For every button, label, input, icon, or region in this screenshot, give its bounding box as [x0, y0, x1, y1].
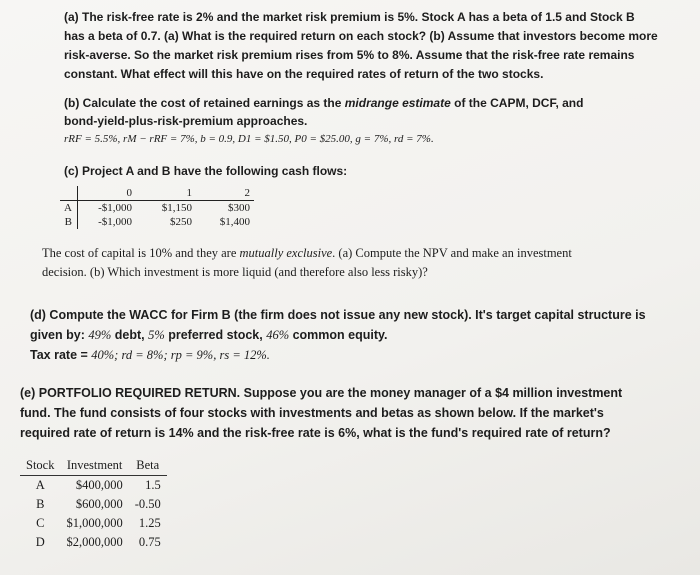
question-b-emphasis: midrange estimate — [344, 96, 451, 110]
question-e — [20, 383, 622, 443]
question-c-text-part: . (a) Compute the NPV and make an investment — [332, 246, 572, 260]
question-e-line: required rate of return is 14% and the risk-free rate is 6%, what is the fund's required rate of return? — [20, 426, 611, 440]
tax-rate-label: Tax rate = — [30, 348, 92, 362]
common-weight: 46% — [266, 328, 290, 342]
question-d-line — [30, 325, 646, 345]
preferred-weight: 5% — [148, 328, 165, 342]
cash-flow-cell: $300 — [228, 202, 250, 214]
question-d-text: common equity. — [289, 328, 388, 342]
question-b-text: of the CAPM, DCF, and — [450, 96, 584, 110]
cash-flow-cell: $1,150 — [161, 202, 192, 214]
beta-cell: 1.25 — [138, 516, 161, 530]
question-c-title: (c) Project A and B have the following cash flows: — [64, 164, 348, 178]
cash-flow-table — [60, 186, 254, 229]
question-c-emphasis: mutually exclusive — [239, 246, 333, 260]
question-c-heading — [64, 162, 347, 180]
question-a-line: has a beta of 0.7. (a) What is the required return on each stock? (b) Assume that investors become more — [64, 29, 658, 43]
stock-cell: B — [36, 497, 45, 511]
period-label: 0 — [78, 186, 137, 201]
beta-cell: 1.5 — [145, 478, 161, 492]
question-b-text: (b) Calculate the cost of retained earnings as the — [64, 96, 345, 110]
question-b — [64, 94, 583, 148]
cash-flow-header-row — [60, 186, 254, 201]
question-d-text: debt, — [111, 328, 149, 342]
portfolio-header-row — [20, 457, 167, 476]
project-label: B — [60, 215, 78, 229]
investment-cell: $1,000,000 — [66, 516, 123, 530]
question-b-line — [64, 94, 583, 112]
question-d-text: given by: — [30, 328, 89, 342]
question-d-line: (d) Compute the WACC for Firm B (the firm does not issue any new stock). It's target capital structure is — [30, 308, 646, 322]
cash-flow-cell: $1,400 — [219, 216, 250, 228]
question-c-line — [42, 244, 572, 263]
period-label: 2 — [196, 186, 254, 201]
project-label: A — [60, 201, 78, 216]
question-e-line: (e) PORTFOLIO REQUIRED RETURN. Suppose you are the money manager of a $4 million investment — [20, 386, 623, 400]
question-a-line: constant. What effect will this have on the required rates of return of the two stocks. — [64, 67, 544, 81]
investment-cell: $400,000 — [75, 478, 123, 492]
portfolio-row — [20, 533, 167, 552]
investment-cell: $2,000,000 — [66, 535, 123, 549]
question-c-line: decision. (b) Which investment is more liquid (and therefore also less risky)? — [42, 265, 428, 279]
question-b-formula: rRF = 5.5%, rM − rRF = 7%, b = 0.9, D1 = $1.50, P0 = $25.00, g = 7%, rd = 7%. — [64, 133, 434, 145]
column-header: Beta — [129, 457, 167, 476]
stock-cell: C — [36, 516, 45, 530]
beta-cell: 0.75 — [138, 535, 161, 549]
portfolio-row — [20, 514, 167, 533]
column-header: Stock — [20, 457, 60, 476]
question-c-text-part: The cost of capital is 10% and they are — [42, 246, 240, 260]
column-header: Investment — [60, 457, 128, 476]
question-d-text: preferred stock, — [164, 328, 267, 342]
stock-cell: D — [35, 535, 45, 549]
question-c-text — [42, 244, 572, 282]
question-d-line — [30, 345, 646, 365]
question-e-line: fund. The fund consists of four stocks with investments and betas as shown below. If the market's — [20, 406, 604, 420]
question-a-line: risk-averse. So the market risk premium rises from 5% to 8%. Assume that the risk-free rate remains — [64, 48, 635, 62]
question-d — [30, 305, 646, 365]
tax-rate-values: 40%; rd = 8%; rp = 9%, rs = 12%. — [91, 348, 270, 362]
investment-cell: $600,000 — [75, 497, 123, 511]
stock-cell: A — [35, 478, 45, 492]
question-a-line: (a) The risk-free rate is 2% and the market risk premium is 5%. Stock A has a beta of 1.5 and Stock B — [64, 10, 635, 24]
period-label: 1 — [136, 186, 196, 201]
cash-flow-corner — [60, 186, 78, 201]
cash-flow-cell: -$1,000 — [98, 216, 132, 228]
cash-flow-cell: $250 — [170, 216, 192, 228]
portfolio-table — [20, 457, 167, 552]
question-a — [64, 8, 658, 84]
portfolio-row — [20, 495, 167, 514]
debt-weight: 49% — [88, 328, 112, 342]
cash-flow-row — [60, 201, 254, 216]
cash-flow-row — [60, 215, 254, 229]
question-b-line: bond-yield-plus-risk-premium approaches. — [64, 114, 308, 128]
beta-cell: -0.50 — [134, 497, 161, 511]
cash-flow-cell: -$1,000 — [98, 202, 132, 214]
portfolio-row — [20, 476, 167, 496]
